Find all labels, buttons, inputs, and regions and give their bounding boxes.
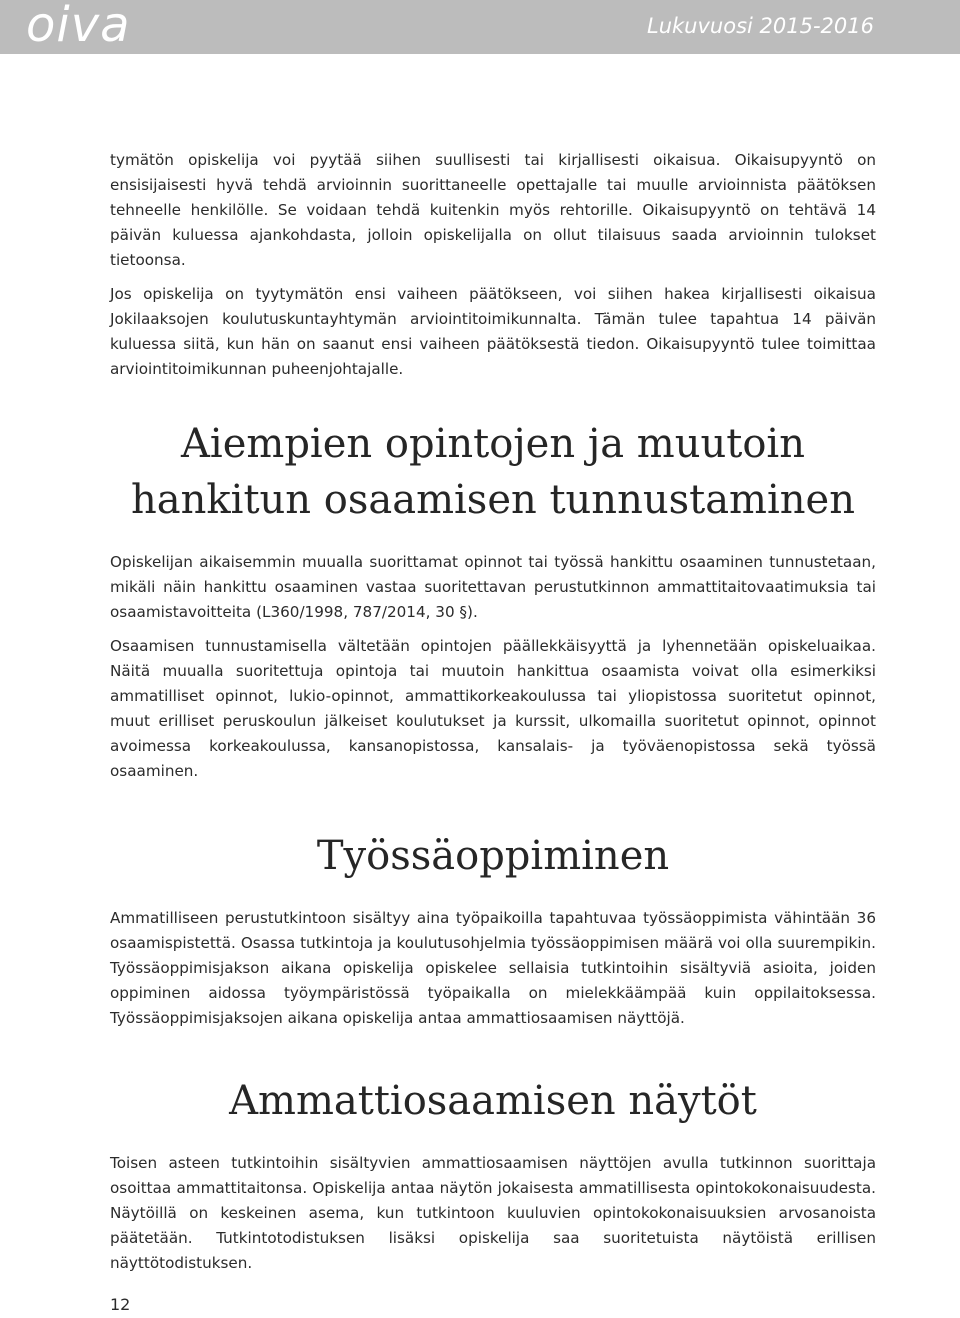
section-heading-work-learning: Työssäoppiminen [316,833,670,879]
heading-line: Aiempien opintojen ja muutoin [181,421,805,467]
page-content [110,148,876,1276]
body-paragraph: Opiskelijan aikaisemmin muualla suorittamat opinnot tai työssä hankittu osaaminen tunnustetaan, mikäli näin hankittu osaaminen vastaa suoritettavan perustutkinnon ammattitaitovaatimuksia tai osaamistavoitteita (L360/1998, 787/2014, 30 §). [110,553,876,621]
body-paragraph: Osaamisen tunnustamisella vältetään opintojen päällekkäisyyttä ja lyhennetään opiskeluaikaa. Näitä muualla suoritettuja opintoja tai muutoin hankittua osaamista voivat olla esimerkiksi ammatilliset opinnot, lukio-opinnot, ammattikorkeakoulussa tai yliopistossa suoritetut opinnot, muut erilliset peruskoulun jälkeiset koulutukset ja kurssit, ulkomailla suoritetut opinnot, opinnot avoimessa korkeakoulussa, kansanopistossa, kansalais- ja työväenopistossa sekä työssä osaaminen. [110,637,876,780]
body-paragraph: Jos opiskelija on tyytymätön ensi vaiheen päätökseen, voi siihen hakea kirjallisesti oikaisua Jokilaaksojen koulutuskuntayhtymän arviointitoimikunnalta. Tämän tulee tapahtua 14 päivän kuluessa siitä, kun hän on saanut ensi vaiheen päätöksestä tiedon. Oikaisupyyntö tulee toimittaa arviointitoimikunnan puheenjohtajalle. [110,285,876,378]
heading-line: hankitun osaamisen tunnustaminen [131,477,855,523]
body-paragraph: tymätön opiskelija voi pyytää siihen suullisesti tai kirjallisesti oikaisua. Oikaisupyyntö on ensisijaisesti hyvä tehdä arvioinnin suorittaneelle opettajalle tai muulle arvioinnista päätöksen tehneelle henkilölle. Se voidaan tehdä kuitenkin myös rehtorille. Oikaisupyyntö on tehtävä 14 päivän kuluessa ajankohdasta, jolloin opiskelijalla on ollut tilaisuus saada arvioinnin tulokset tietoonsa. [110,151,876,269]
page-number: 12 [110,1295,131,1314]
header-bar [0,0,960,54]
oiva-logo: oiva [26,0,131,53]
body-paragraph: Ammatilliseen perustutkintoon sisältyy aina työpaikoilla tapahtuvaa työssäoppimista vähintään 36 osaamispistettä. Osassa tutkintoja ja koulutusohjelmia työssäoppimisen määrä voi olla suurempikin. Työssäoppimisjakson aikana opiskelija opiskelee sellaisia tutkintoihin sisältyviä asioita, joiden oppiminen aidossa työympäristössä työpaikalla on mielekkäämpää kuin oppilaitoksessa. Työssäoppimisjaksojen aikana opiskelija antaa ammattiosaamisen näyttöjä. [110,909,876,1027]
school-year-label: Lukuvuosi 2015-2016 [647,14,874,38]
section-heading-recognition [110,416,876,528]
body-paragraph: Toisen asteen tutkintoihin sisältyvien ammattiosaamisen näyttöjen avulla tutkinnon suorittaja osoittaa ammattitaitonsa. Opiskelija antaa näytön jokaisesta ammatillisesta opintokokonaisuudesta. Näytöillä on keskeinen asema, kun tutkintoon kuuluvien opintokokonaisuuksien arvosanoista päätetään. Tutkintotodistuksen lisäksi opiskelija saa suoritetuista näytöistä erillisen näyttötodistuksen. [110,1154,876,1272]
section-heading-skills-demonstrations: Ammattiosaamisen näytöt [229,1078,757,1124]
